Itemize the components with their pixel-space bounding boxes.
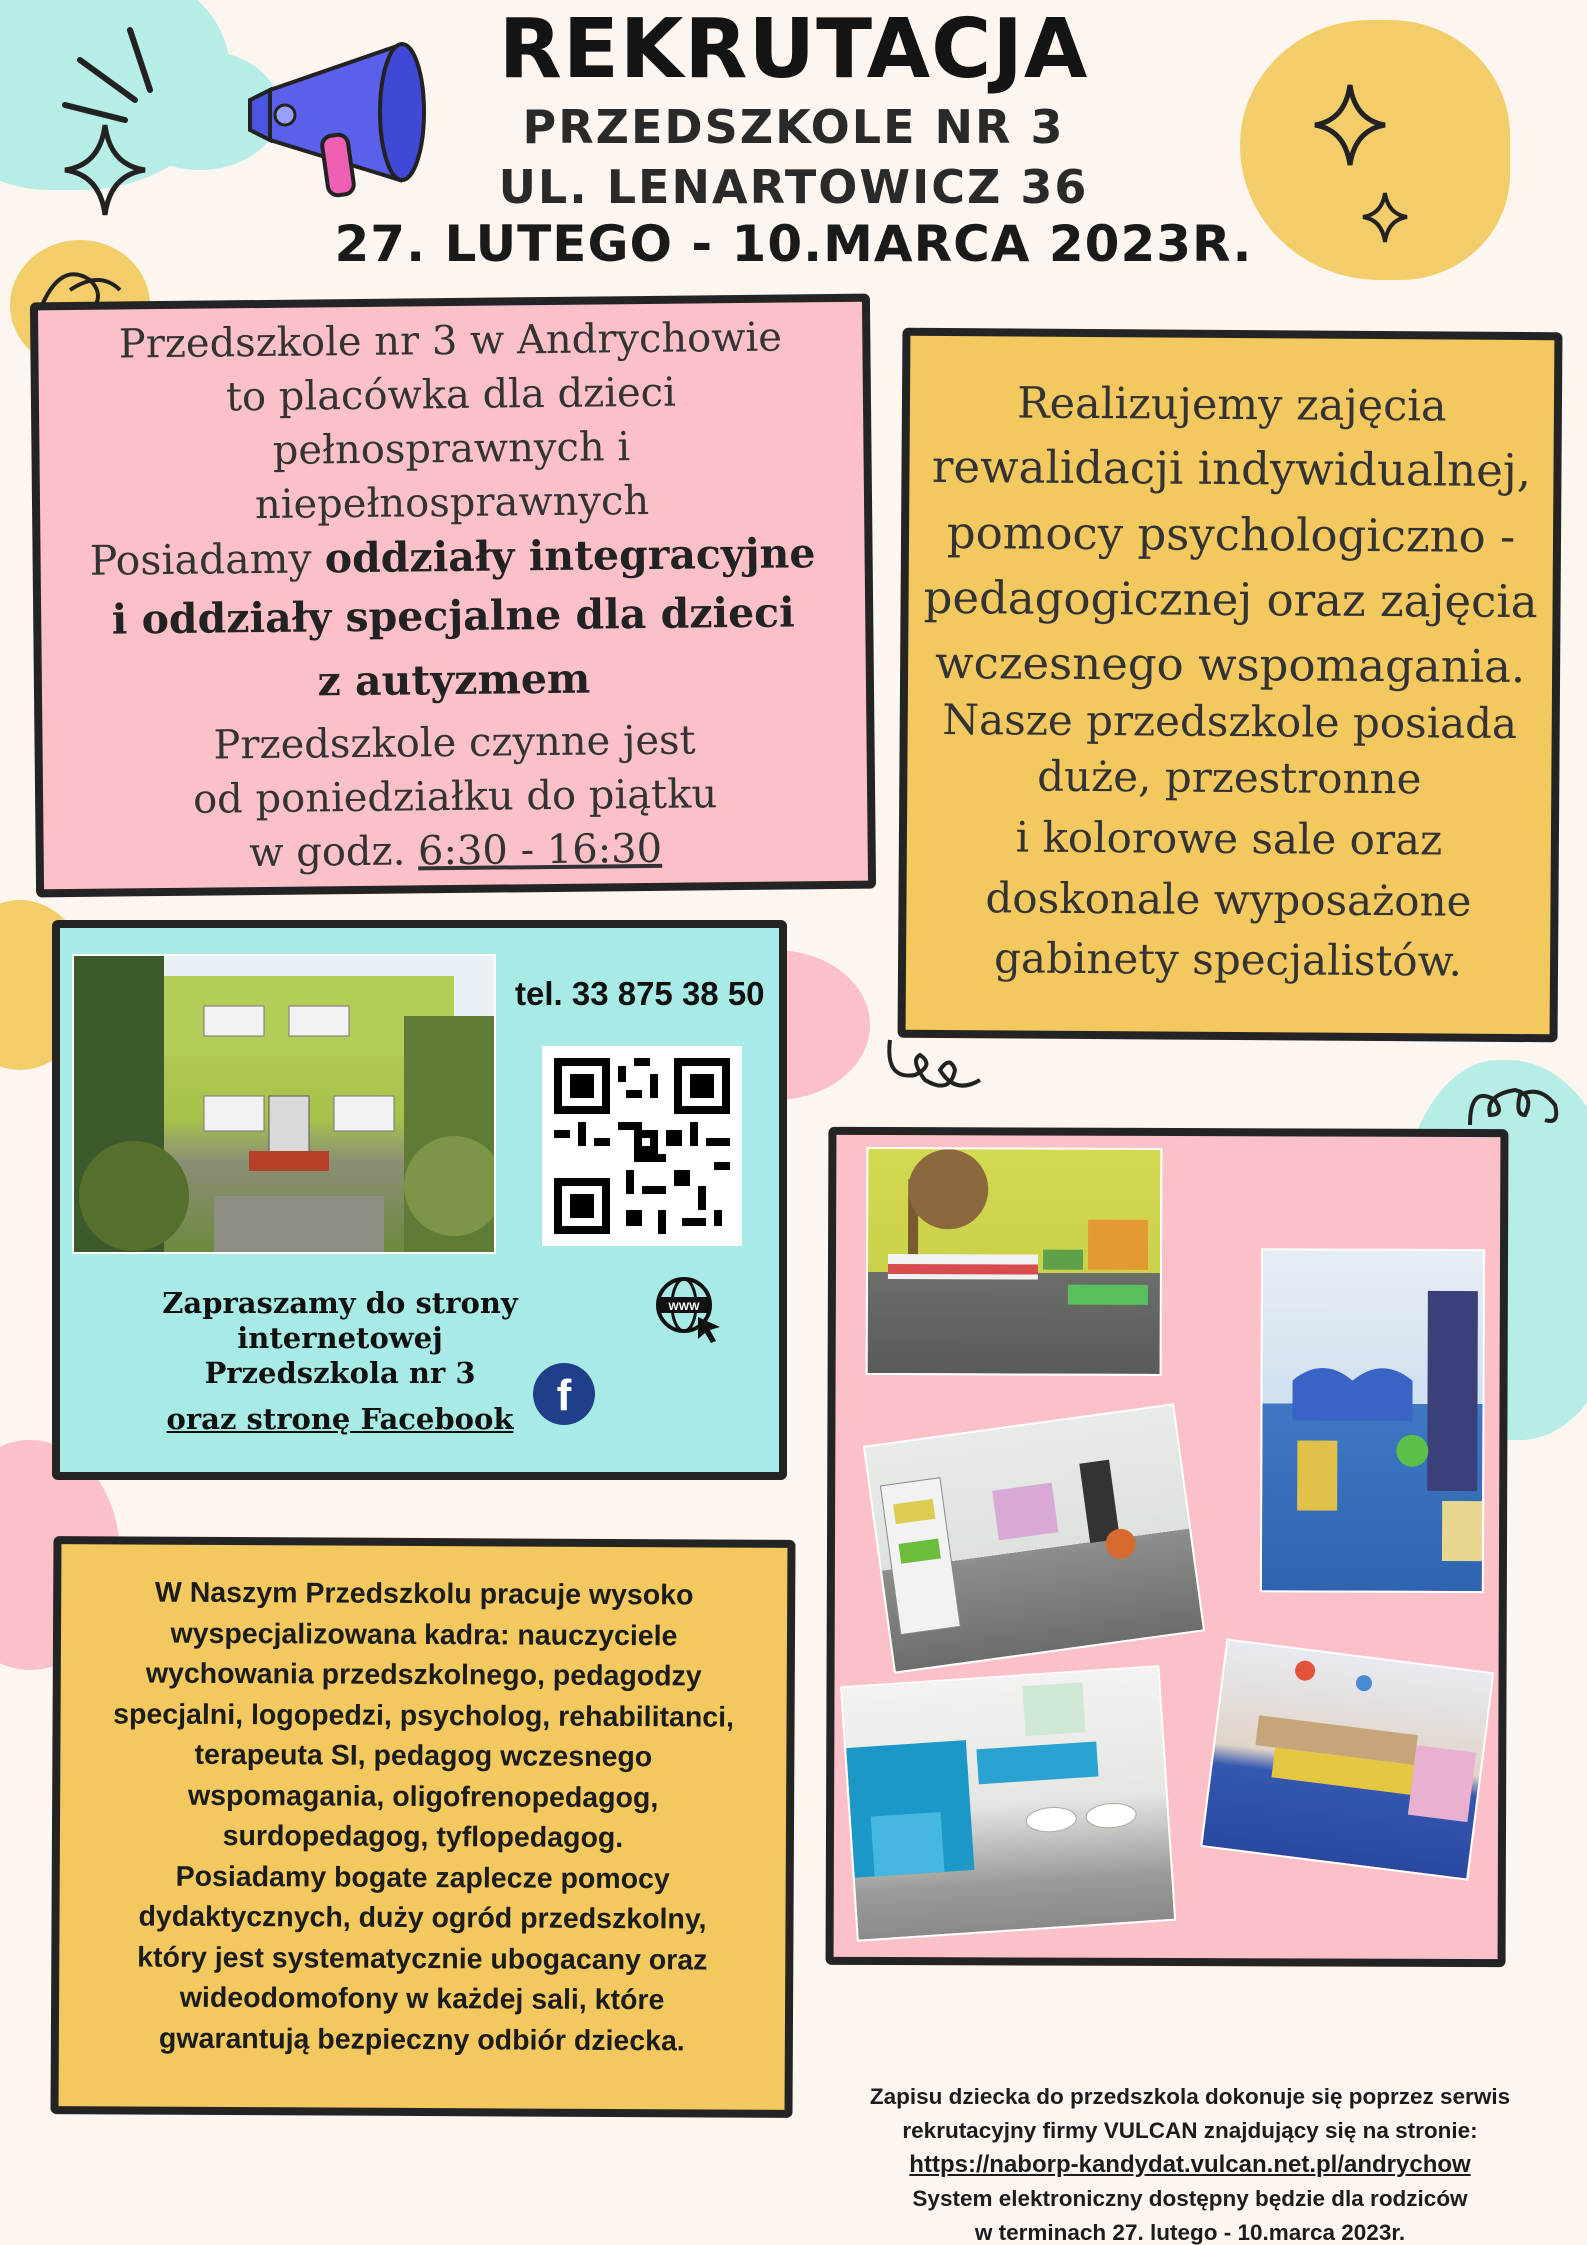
staff-line-6: wspomagania, oligofrenopedagog,: [187, 1779, 659, 1814]
staff-line-5: terapeuta SI, pedagog wczesnego: [194, 1738, 653, 1774]
staff-line-12: gwarantują bezpieczny odbiór dziecka.: [158, 2022, 685, 2057]
staff-line-9: dydaktycznych, duży ogród przedszkolny,: [138, 1900, 707, 1936]
intro-line-4: niepełnosprawnych: [254, 477, 650, 529]
opening-hours: 6:30 - 16:30: [417, 826, 663, 875]
staff-line-10: który jest systematycznie ubogacany oraz: [137, 1941, 708, 1976]
intro-line-6: i oddziały specjalne dla dzieci: [111, 588, 795, 644]
classroom-illustration-2: [1262, 1250, 1485, 1593]
header-school-name: PRZEDSZKOLE NR 3: [522, 100, 1065, 154]
qr-code-pattern: [554, 1058, 730, 1234]
intro-line-8: Przedszkole czynne jest: [213, 717, 696, 769]
services-line-4: pedagogicznej oraz zajęcia: [923, 570, 1538, 628]
contact-box: [52, 920, 787, 1480]
facebook-glyph: f: [556, 1371, 572, 1420]
classroom-photo-4: [1200, 1639, 1494, 1881]
staff-line-2: wyspecjalizowana kadra: nauczyciele: [170, 1617, 678, 1652]
recruitment-link[interactable]: https://naborp-kandydat.vulcan.net.pl/andrychow: [909, 2151, 1471, 2178]
bathroom-illustration: [842, 1667, 1176, 1942]
staff-line-8: Posiadamy bogate zaplecze pomocy: [175, 1860, 670, 1895]
classroom-illustration-1: [868, 1149, 1163, 1376]
footer-line-1: Zapisu dziecka do przedszkola dokonuje się poprzez serwis: [869, 2084, 1511, 2109]
page-title: REKRUTACJA: [498, 2, 1089, 97]
website-invite-line-1: Zapraszamy do strony internetowej: [162, 1286, 518, 1355]
gallery-box: [826, 1127, 1509, 1967]
globe-www-icon[interactable]: [652, 1273, 724, 1345]
services-line-9: doskonale wyposażone: [985, 872, 1472, 926]
staff-text: [59, 1572, 788, 2062]
services-line-7: duże, przestronne: [1037, 751, 1422, 804]
classroom-illustration-3: [865, 1405, 1205, 1674]
intro-line-1: Przedszkole nr 3 w Andrychowie: [118, 314, 783, 368]
footer-line-4: System elektroniczny dostępny będzie dla rodziców: [912, 2186, 1468, 2211]
services-line-6: Nasze przedszkole posiada: [942, 695, 1518, 749]
staff-line-11: wideodomofony w każdej sali, które: [179, 1981, 665, 2017]
building-illustration: [74, 956, 496, 1254]
classroom-photo-1: [866, 1147, 1163, 1376]
staff-line-7: surdopedagog, tyflopedagog.: [222, 1819, 624, 1855]
footer-line-2: rekrutacyjny firmy VULCAN znajdujący się na stronie:: [902, 2118, 1478, 2143]
intro-line-5: [40, 526, 865, 590]
intro-box: [30, 294, 876, 898]
bathroom-photo: [840, 1665, 1176, 1942]
services-line-1: Realizujemy zajęcia: [1017, 378, 1447, 432]
intro-line-7: z autyzmem: [317, 654, 591, 706]
classroom-photo-2: [1260, 1248, 1485, 1593]
intro-line-9: od poniedziałku do piątku: [192, 771, 718, 824]
globe-www-label: WWW: [668, 1301, 700, 1313]
building-photo: [72, 954, 496, 1254]
services-line-10: gabinety specjalistów.: [993, 933, 1463, 987]
intro-line-10: [43, 820, 868, 883]
classroom-illustration-4: [1202, 1641, 1494, 1881]
facebook-link[interactable]: oraz stronę Facebook: [166, 1402, 514, 1437]
website-invite-line-2: Przedszkola nr 3: [204, 1355, 476, 1390]
classroom-photo-3: [863, 1403, 1205, 1673]
footer-line-5: w terminach 27. lutego - 10.marca 2023r.: [974, 2220, 1406, 2245]
staff-line-3: wychowania przedszkolnego, pedagodzy: [145, 1657, 702, 1693]
intro-line-5-prefix: Posiadamy: [89, 534, 325, 585]
services-line-2: rewalidacji indywidualnej,: [931, 440, 1532, 498]
qr-code[interactable]: [542, 1046, 742, 1246]
services-line-8: i kolorowe sale oraz: [1015, 812, 1443, 865]
services-box: [898, 328, 1563, 1043]
globe-www-illustration: [652, 1273, 724, 1345]
website-invite: [60, 1286, 620, 1437]
services-line-3: pomocy psychologiczno -: [946, 505, 1516, 563]
staff-line-4: specjalni, logopedzi, psycholog, rehabilitanci,: [113, 1697, 735, 1734]
facebook-icon[interactable]: [533, 1363, 595, 1425]
header-address: UL. LENARTOWICZ 36: [498, 160, 1089, 214]
footer: [790, 2080, 1587, 2245]
services-line-5: wczesnego wspomagania.: [934, 636, 1526, 694]
phone-number[interactable]: tel. 33 875 38 50: [515, 975, 765, 1012]
staff-box: [50, 1536, 795, 2118]
intro-line-3: pełnosprawnych i: [272, 424, 631, 474]
intro-line-10-prefix: w godz.: [249, 828, 419, 877]
staff-line-1: W Naszym Przedszkolu pracuje wysoko: [154, 1576, 694, 1612]
intro-line-2: to placówka dla dzieci: [225, 369, 677, 421]
header-dates: 27. LUTEGO - 10.MARCA 2023R.: [334, 215, 1253, 273]
intro-line-5-bold: oddziały integracyjne: [324, 529, 816, 583]
